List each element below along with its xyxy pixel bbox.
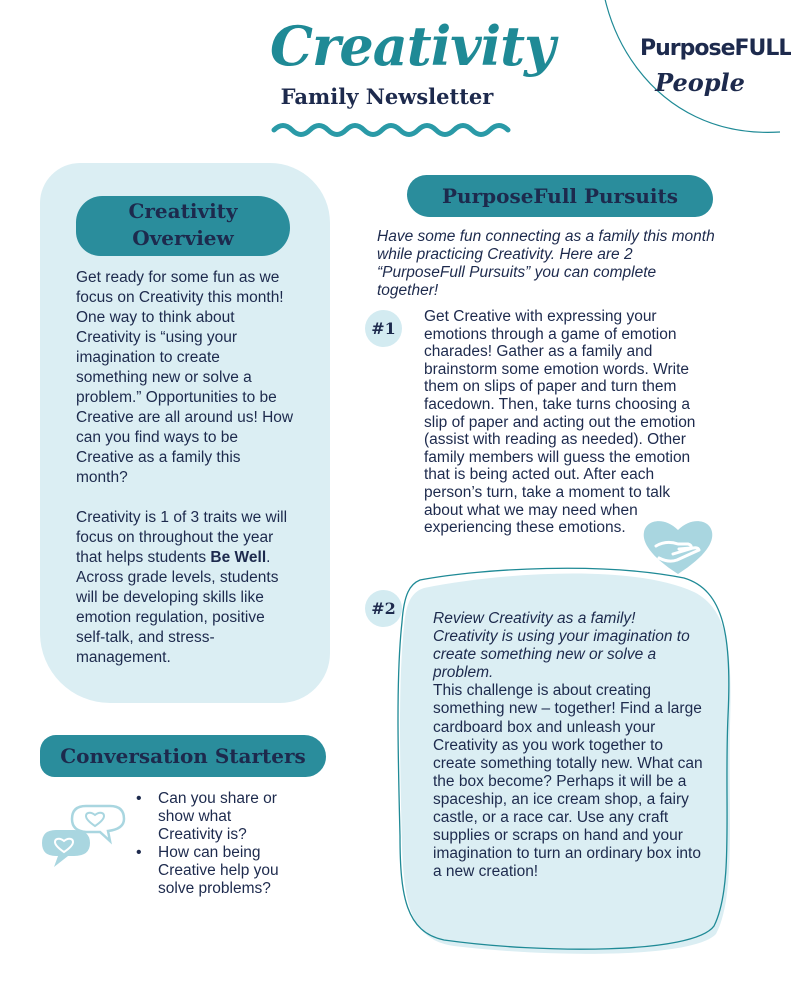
activity-2-text [433, 610, 703, 881]
overview-paragraph-2 [76, 508, 298, 668]
newsletter-subtitle: Family Newsletter [280, 84, 494, 109]
overview-heading-line2: Overview [132, 226, 234, 250]
activity-2-italic-intro: Review Creativity as a family! Creativity is using your imagination to create something new or solve a problem. [433, 610, 690, 682]
list-item: • How can being Creative help you solve problems? [134, 844, 294, 898]
pursuits-intro: Have some fun connecting as a family this month while practicing Creativity. Here are 2 “PurposeFull Pursuits” you can complete together! [377, 228, 715, 299]
overview-heading [76, 196, 290, 256]
chat-bubbles-heart-icon [38, 800, 130, 878]
conversation-starters-list [134, 790, 294, 898]
overview-p2-start: Creativity is 1 of 3 traits we will focus on throughout the year that helps students [76, 509, 288, 566]
logo-wordmark-bottom: People [655, 68, 745, 97]
activity-2-body: This challenge is about creating something new – together! Find a large cardboard box and unleash your Creativity as you work together to create something totally new. What can the box become? Perhaps it will be a spaceship, an ice cream shop, a fairy castle, or a race car. Use any craft supplies or scraps on hand and your imagination to turn an ordinary box into a new creation! [433, 682, 703, 881]
wave-divider-icon [270, 118, 502, 142]
list-item: • Can you share or show what Creativity is? [134, 790, 294, 844]
conversation-starters-heading: Conversation Starters [40, 735, 326, 777]
overview-heading-line1: Creativity [128, 199, 238, 223]
activity-1-text: Get Creative with expressing your emotions through a game of emotion charades! Gather as a family and brainstorm some emotion words. Write them on slips of paper and turn them facedown. Then, take turns choosing a slip of paper and acting out the emotion (assist with reading as needed). Other family members will guess the emotion that is being acted out. After each person’s turn, take a moment to talk about what we may need when experiencing these emotions. [424, 308, 696, 537]
activity-1-number-badge: #1 [365, 310, 402, 347]
be-well-emphasis: Be Well [210, 549, 267, 566]
activity-2-number-badge: #2 [365, 590, 402, 627]
overview-paragraph-1: Get ready for some fun as we focus on Creativity this month! One way to think about Creativity is “using your imagination to create something new or solve a problem.” Opportunities to be Creative are all around us! How can you find ways to be Creative as a family this month? [76, 269, 294, 486]
newsletter-title: Creativity [270, 14, 555, 78]
pursuits-heading: PurposeFull Pursuits [407, 175, 713, 217]
logo-wordmark-top: PurposeFULL [640, 36, 791, 61]
overview-p2-end: . Across grade levels, students will be developing skills like emotion regulation, positive self-talk, and stress-management. [76, 549, 279, 666]
